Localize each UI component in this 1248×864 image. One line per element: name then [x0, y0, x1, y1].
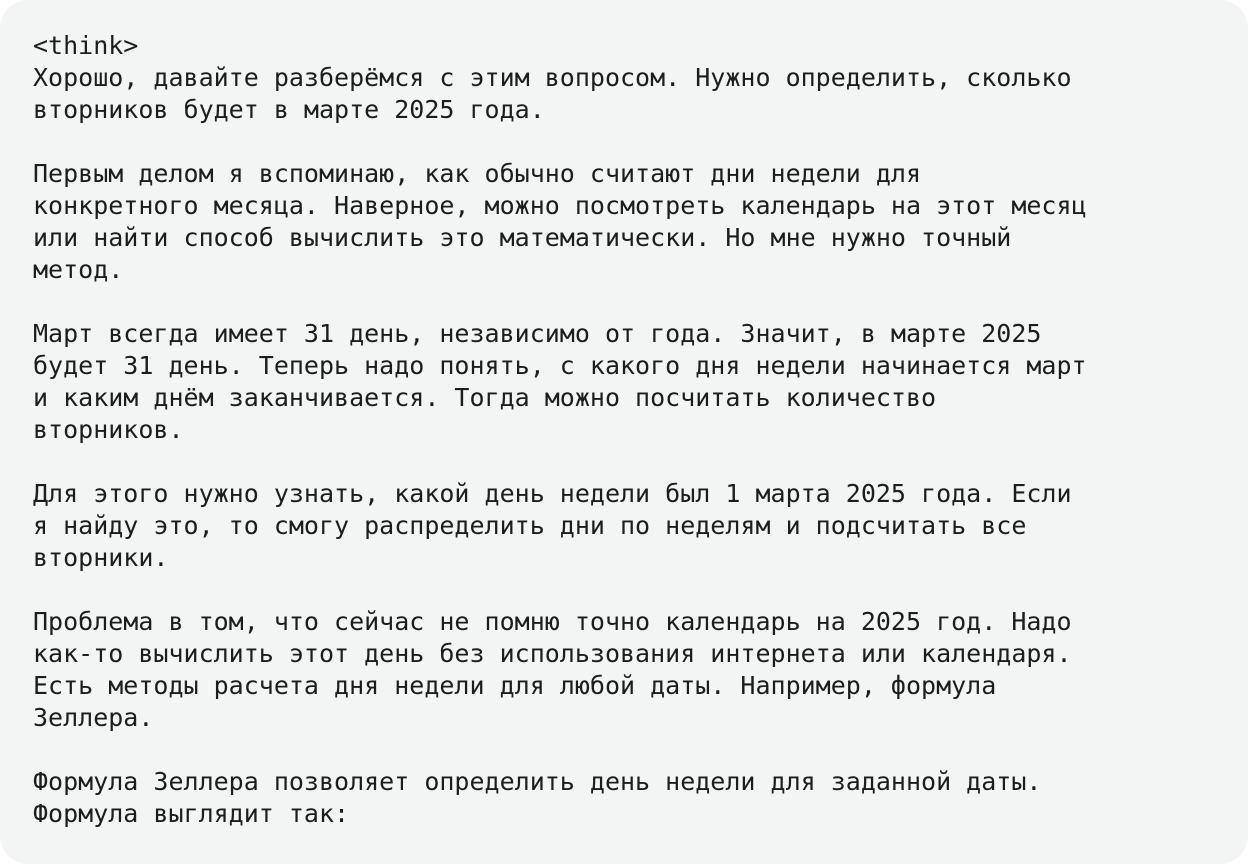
- paragraph-6: Формула Зеллера позволяет определить день недели для заданной даты. Формула выглядит так:: [33, 767, 1042, 828]
- paragraph-3: Март всегда имеет 31 день, независимо от года. Значит, в марте 2025 будет 31 день. Теперь надо понять, с какого дня недели начинается март и каким днём заканчивается. Тогда можно посчитать количество вторников.: [33, 319, 1087, 444]
- paragraph-5: Проблема в том, что сейчас не помню точно календарь на 2025 год. Надо как-то вычислить этот день без использования интернета или календаря. Есть методы расчета дня недели для любой даты. Например, формула Зеллера.: [33, 607, 1072, 732]
- reasoning-text: [33, 30, 1216, 830]
- paragraph-1: Хорошо, давайте разберёмся с этим вопросом. Нужно определить, сколько вторников будет в марте 2025 года.: [33, 63, 1072, 124]
- think-tag: <think>: [33, 31, 139, 60]
- paragraph-4: Для этого нужно узнать, какой день недели был 1 марта 2025 года. Если я найду это, то смогу распределить дни по неделям и подсчитать все вторники.: [33, 479, 1072, 572]
- paragraph-2: Первым делом я вспоминаю, как обычно считают дни недели для конкретного месяца. Наверное, можно посмотреть календарь на этот месяц или найти способ вычислить это математически. Но мне нужно точный метод.: [33, 159, 1087, 284]
